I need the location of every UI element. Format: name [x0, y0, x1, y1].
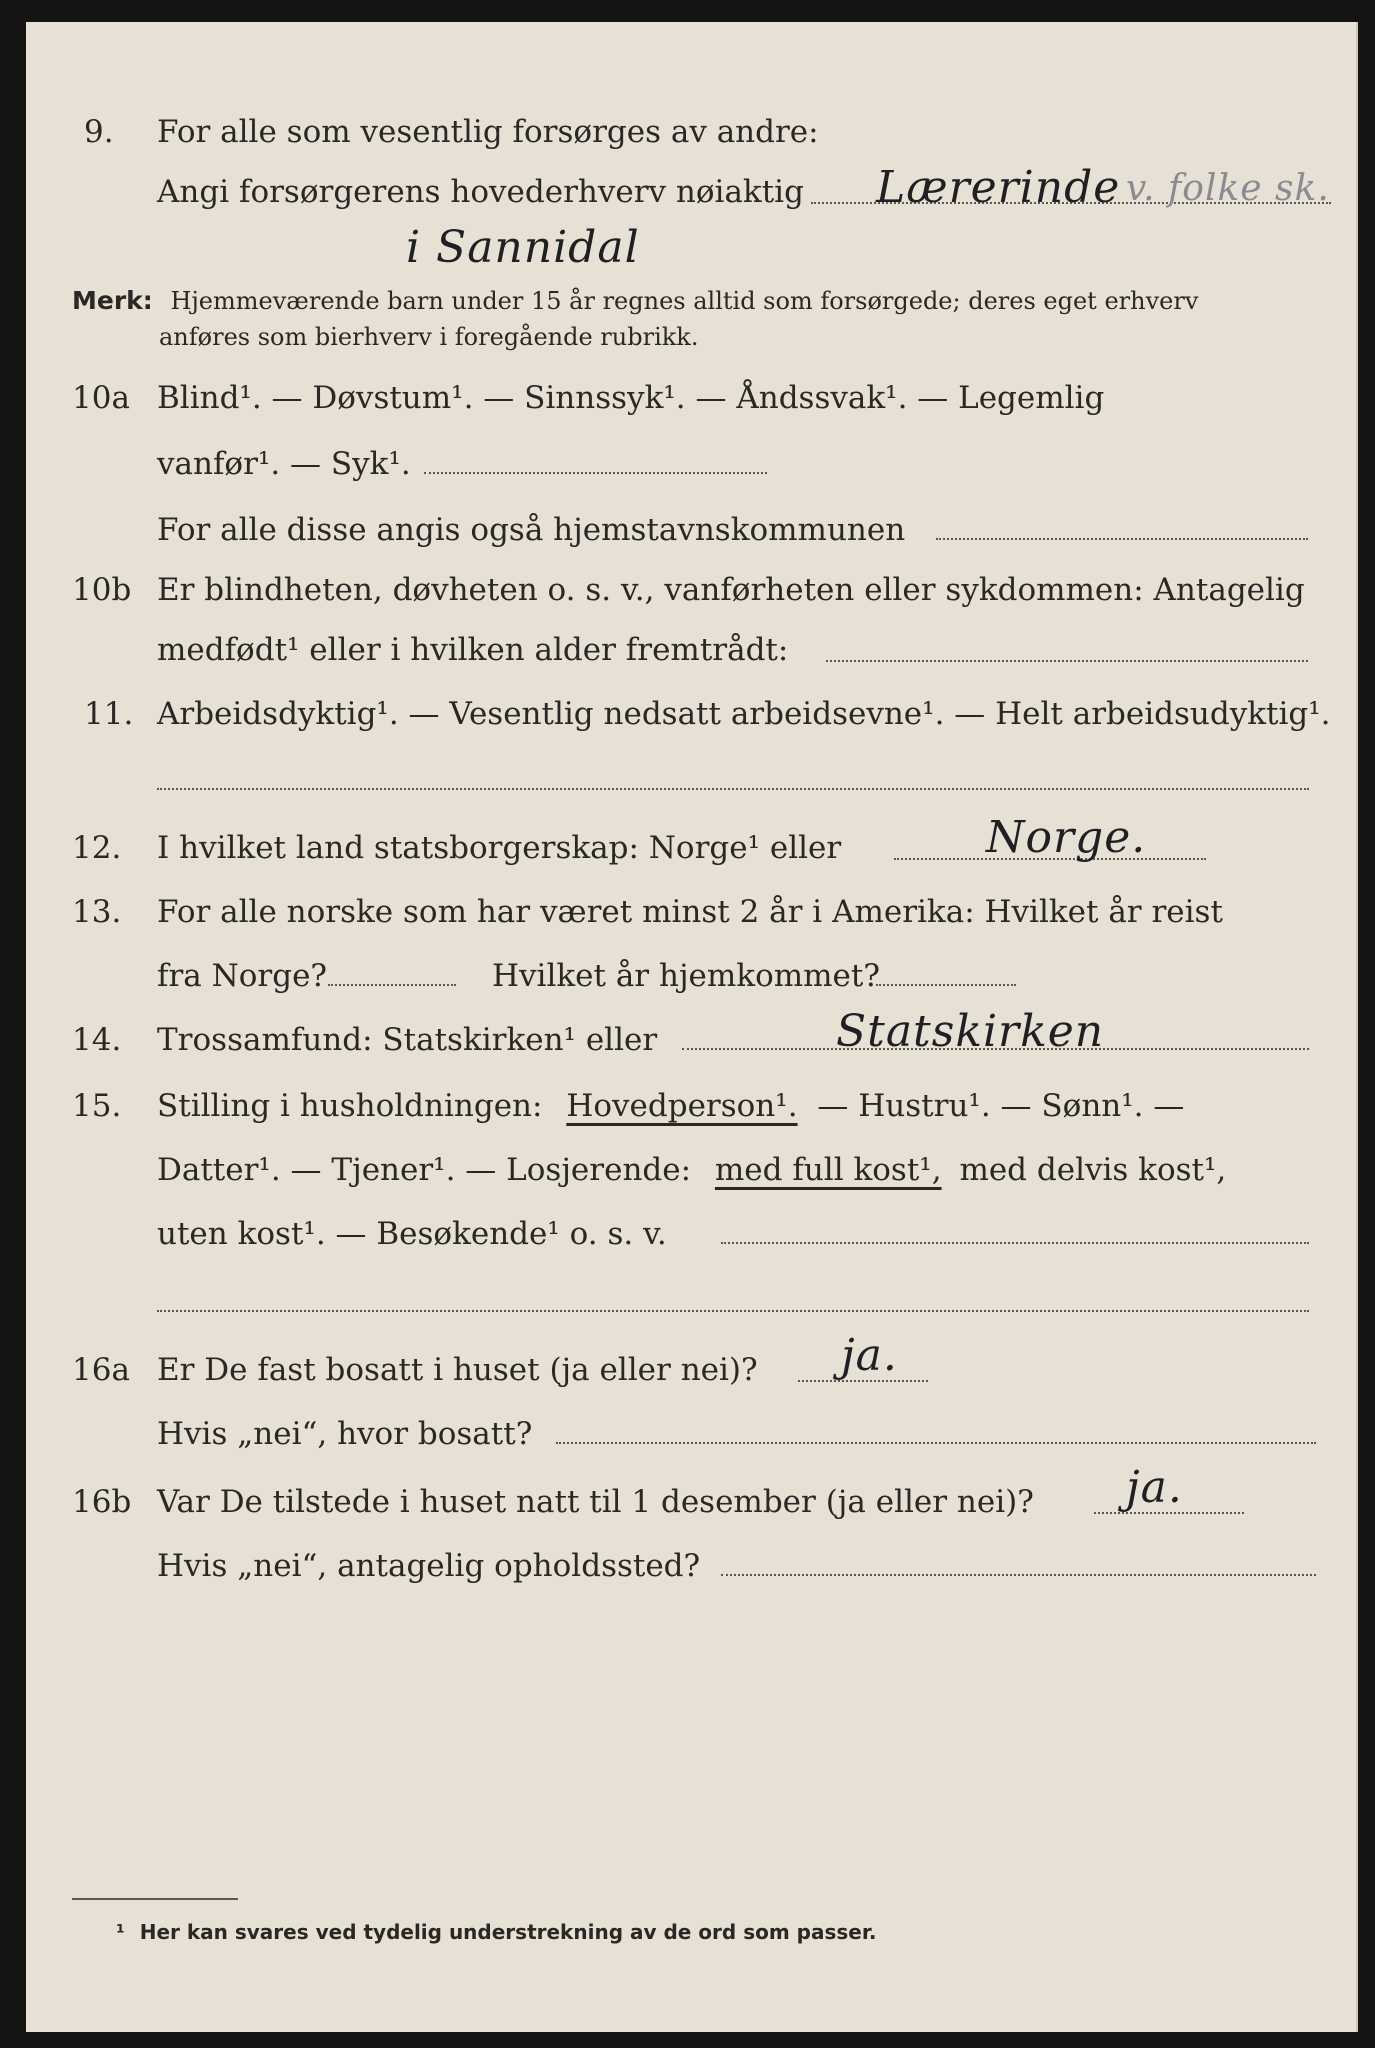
q13-line2a: fra Norge?: [157, 958, 328, 994]
q10a-hjemstavn-line: [936, 538, 1308, 540]
footnote-rule: [72, 1898, 238, 1900]
q16b-line2: Hvis „nei“, antagelig opholdssted?: [157, 1548, 701, 1584]
q15-hovedperson-underlined: Hovedperson¹.: [566, 1088, 798, 1124]
q13-line1: For alle norske som har været minst 2 år i Amerika: Hvilket år reist: [157, 894, 1223, 930]
census-form-page: [26, 22, 1358, 2032]
q15-line2c: med delvis kost¹,: [959, 1152, 1227, 1188]
q11-line1: Arbeidsdyktig¹. — Vesentlig nedsatt arbeidsevne¹. — Helt arbeidsudyktig¹.: [157, 696, 1331, 732]
q9-handwritten-answer2: i Sannidal: [406, 222, 640, 273]
q16b-opholdssted-line: [721, 1574, 1316, 1576]
footnote-text: Her kan svares ved tydelig understrekning av de ord som passer.: [139, 1920, 877, 1944]
q16a-bosatt-line: [556, 1442, 1316, 1444]
q9-pencil-note: v. folke sk.: [1126, 168, 1330, 209]
q13-hjemkommet-line: [876, 984, 1016, 986]
q13-reist-line: [328, 984, 456, 986]
q14-handwritten-answer: Statskirken: [836, 1006, 1105, 1057]
q10b-line1: Er blindheten, døvheten o. s. v., vanførheten eller sykdommen: Antagelig: [157, 572, 1305, 608]
q9-handwritten-answer1: Lærerinde: [876, 162, 1121, 213]
q16b-handwritten-answer: ja.: [1126, 1462, 1183, 1513]
q12-number: 12.: [72, 830, 122, 866]
q10a-line1: Blind¹. — Døvstum¹. — Sinnssyk¹. — Åndssvak¹. — Legemlig: [157, 380, 1105, 416]
q10a-number: 10a: [72, 380, 130, 416]
footnote-marker: ¹: [116, 1920, 125, 1944]
q11-number: 11.: [84, 696, 134, 732]
q10a-line2: vanfør¹. — Syk¹.: [157, 446, 411, 482]
q15-line1a: Stilling i husholdningen:: [157, 1088, 543, 1124]
q12-handwritten-answer: Norge.: [986, 812, 1147, 863]
q15-line2: [157, 1150, 1226, 1190]
merk-line2: anføres som bierhverv i foregående rubrikk.: [159, 323, 699, 351]
merk-label: Merk:: [72, 286, 153, 315]
q14-line1: Trossamfund: Statskirken¹ eller: [157, 1022, 658, 1058]
q16a-line2: Hvis „nei“, hvor bosatt?: [157, 1416, 533, 1452]
q16a-line1: Er De fast bosatt i huset (ja eller nei)?: [157, 1352, 758, 1388]
q15-full-kost-underlined: med full kost¹,: [714, 1152, 942, 1188]
q12-line1: I hvilket land statsborgerskap: Norge¹ eller: [157, 830, 842, 866]
q13-line2b: Hvilket år hjemkommet?: [492, 958, 880, 994]
q15-line1c: — Hustru¹. — Sønn¹. —: [817, 1088, 1185, 1124]
q16b-number: 16b: [72, 1484, 132, 1520]
footnote: [116, 1920, 876, 1944]
q10b-line2: medfødt¹ eller i hvilken alder fremtrådt:: [157, 632, 789, 668]
q13-number: 13.: [72, 894, 122, 930]
merk-line1: Hjemmeværende barn under 15 år regnes alltid som forsørgede; deres eget erhverv: [170, 287, 1199, 315]
q16a-number: 16a: [72, 1352, 130, 1388]
q15-line1: [157, 1086, 1184, 1126]
q11-answer-line: [157, 788, 1309, 790]
q16b-line1: Var De tilstede i huset natt til 1 desember (ja eller nei)?: [157, 1484, 1034, 1520]
q15-number: 15.: [72, 1088, 122, 1124]
q15-answer-line: [721, 1242, 1309, 1244]
q15-line2a: Datter¹. — Tjener¹. — Losjerende:: [157, 1152, 692, 1188]
q10b-answer-line: [826, 660, 1308, 662]
q15-line3: uten kost¹. — Besøkende¹ o. s. v.: [157, 1216, 667, 1252]
q9-number: 9.: [84, 114, 114, 150]
q10a-line3: For alle disse angis også hjemstavnskommunen: [157, 512, 906, 548]
q16a-handwritten-answer: ja.: [841, 1330, 898, 1381]
q15-extra-line: [157, 1310, 1309, 1312]
q9-line2: Angi forsørgerens hovederhverv nøiaktig: [157, 174, 804, 210]
q9-line1: For alle som vesentlig forsørges av andre:: [157, 114, 819, 150]
merk-note: [72, 284, 1198, 318]
q14-number: 14.: [72, 1022, 122, 1058]
q10b-number: 10b: [72, 572, 132, 608]
q10a-syk-line: [424, 472, 767, 474]
